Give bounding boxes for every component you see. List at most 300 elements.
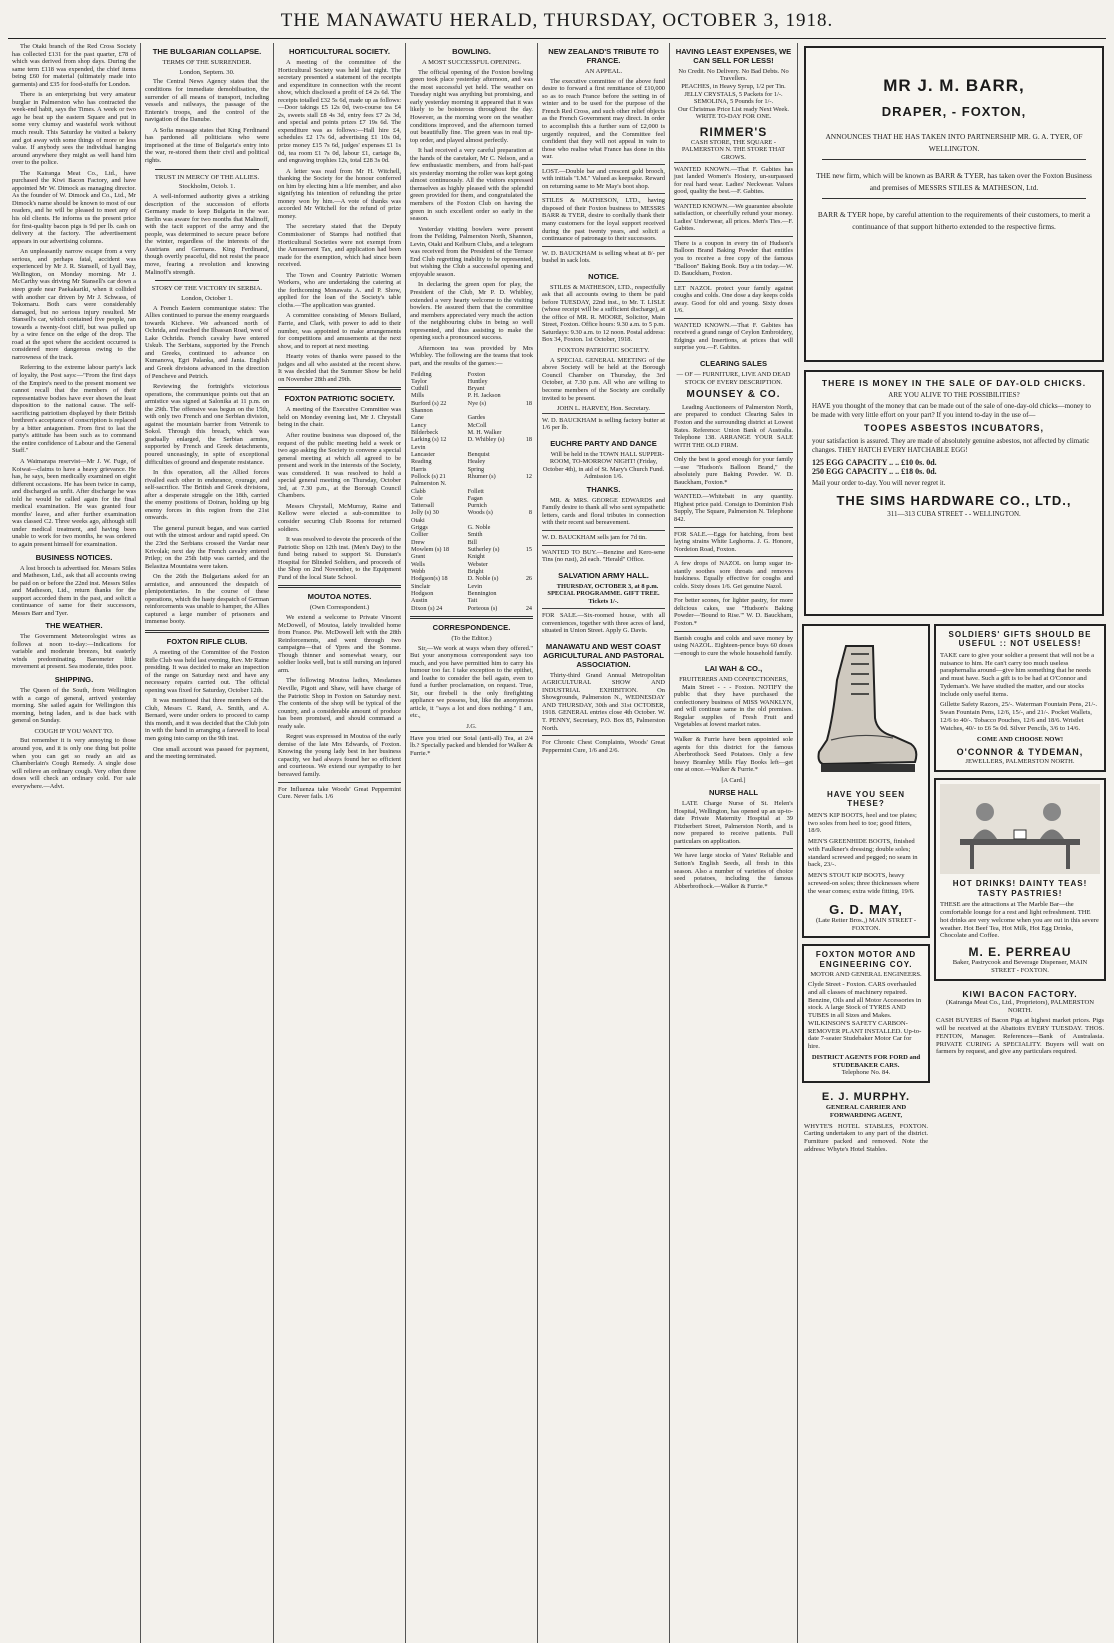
table-cell (521, 568, 533, 575)
section-heading: NURSE HALL (709, 788, 758, 798)
column-3 (274, 43, 406, 1643)
section-heading: FOXTON PATRIOTIC SOCIETY. (284, 394, 395, 404)
section-heading: MANAWATU AND WEST COAST AGRICULTURAL AND PASTORAL ASSOCIATION. (542, 641, 665, 669)
table-row (410, 568, 533, 575)
article-paragraph: Main Street - - - Foxton. NOTIFY the public that they have purchased the confectionery business of MISS WANKLYN, and will continue same in the old premises. Regular supplies of Fresh Fruit and Vegetables at lowest market rates. (674, 683, 793, 729)
boot-item: MEN'S STOUT KIP BOOTS, heavy screwed-on soles; three thicknesses where the wear comes; extra wide fitting, 19/6. (808, 872, 920, 895)
chicks-text: HAVE you thought of the money that can be made out of the sale of one-day-old chicks—money to be made with very little effort on your part? If you intend to-day in the use of— (812, 402, 1091, 419)
murphy-advert (802, 1089, 930, 1156)
table-cell (521, 590, 533, 597)
table-cell: Collier (411, 531, 429, 539)
bowling-results-table (410, 371, 533, 612)
article-paragraph: The Town and Country Patriotic Women Workers, who are undertaking the catering at the forthcoming Monawatu A. and P. Show, applied for the loan of the Society's table cloths.—The application was granted. (278, 271, 401, 309)
table-row (410, 385, 533, 392)
divider (278, 387, 401, 390)
lower-adverts (802, 624, 1106, 1156)
table-cell: Dixon (s) 24 (411, 604, 443, 612)
section-heading: CORRESPONDENCE. (432, 622, 511, 632)
table-row (410, 597, 533, 604)
classified-ad: FOR SALE.—Eggs for hatching, from best laying strains White Leghorns. J. G. Honore, Nordeion Road, Foxton. (674, 527, 793, 557)
classified-ad: LOST.—Double bar and crescent gold brooch, with initials "I.M." Valued as keepsake. Reward on returning same to Mr May's boot shop. (542, 164, 665, 194)
table-row (410, 502, 533, 509)
classified-ad: There is a coupon in every tin of Hudson's Balloon Brand Baking Powder that entitles you to receive a free copy of the famous "Balloon" Baking Book. Buy a tin today.—W. D. Bauckham, Foxton. (674, 236, 793, 281)
toopes-text: your satisfaction is assured. They are made of absolutely genuine asbestos, not affected by climatic changes. THEY HATCH EVERY HATCHABLE EGG! (812, 437, 1090, 454)
table-row (410, 422, 533, 429)
section-heading: SHIPPING. (54, 675, 94, 685)
advert-line: Our Christmas Price List ready Next Week. WRITE TO-DAY FOR ONE. (678, 105, 789, 121)
subheading: FOXTON PATRIOTIC SOCIETY. (557, 347, 650, 355)
chicks-advert (804, 370, 1104, 616)
article-paragraph: The general pursuit began, and was carried out with the utmost ardour and rapid speed. On the 23rd the Serbians crossed the Vardar near Krivolak; next day the French cavalry entered Prilep; on the 25th Istip was carried, and the Belasitza Mountains were taken. (145, 524, 269, 570)
price-line: 125 EGG CAPACITY .. .. £10 0s. 0d. (812, 457, 937, 467)
table-cell: 8 (528, 509, 532, 517)
table-cell: Otaki (411, 516, 425, 524)
subheading: A MOST SUCCESSFUL OPENING. (422, 58, 521, 66)
table-cell (521, 392, 533, 399)
table-cell: Webster (467, 560, 488, 568)
oconnor-title: O'CONNOR & TYDEMAN, (956, 747, 1084, 758)
boot-heading: HAVE YOU SEEN THESE? (826, 790, 906, 809)
table-cell: Pollock (s) 21 (411, 472, 446, 480)
column-5 (538, 43, 670, 1643)
subheading: (To the Editor.) (451, 634, 492, 642)
perreau-title: M. E. PERREAU (968, 945, 1072, 960)
kiwi-title: KIWI BACON FACTORY. (962, 988, 1078, 999)
advert-line: PEACHES, in Heavy Syrup, 1/2 per Tin. JELLY CRYSTALS, 5 Packets for 1/-. SEMOLINA, 5 Pounds for 1/-. (681, 83, 786, 106)
table-cell (467, 444, 522, 451)
subheading: TERMS OF THE SURRENDER. (162, 58, 252, 66)
barr-text-3: BARR & TYER hope, by careful attention to the requirements of their customers, to merit a continuance of that support hitherto extended to the respective firms. (817, 209, 1091, 231)
article-paragraph: Afternoon tea was provided by Mrs Whibley. The following are the teams that took part, and the results of the games:— (410, 344, 533, 367)
table-cell: Spring (467, 465, 485, 473)
classified-ad: Only the best is good enough for your family—use "Hudson's Balloon Brand," the absolutely pure Baking Powder. W. D. Bauckham, Foxton.* (674, 452, 793, 489)
divider (822, 159, 1086, 160)
perreau-advert (934, 778, 1106, 981)
table-cell: Feilding (411, 370, 432, 378)
article-paragraph: A lost brooch is advertised for. Messrs Stiles and Matheson, Ltd., ask that all accounts owing be paid on or before the 22nd inst. Messrs Stiles and Matheson, Ltd., return thanks for the support accorded them in the past, and solicit a continuance of same for their successors, Messrs Barr and Tyer. (12, 564, 136, 617)
section-heading: BOWLING. (452, 47, 491, 56)
advert-line: — OF — FURNITURE, LIVE AND DEAD STOCK OF EVERY DESCRIPTION. (676, 370, 791, 386)
article-paragraph: The official opening of the Foxton bowling green took place yesterday afternoon, and was the most successful yet held. The weather on Tuesday night was anything but promising, and early yesterday morning it appeared that it was likely to be boisterous throughout the day. However, as the morning wore on the weather conditions improved, and the afternoon turned out beautifully fine. The green was in real tip-top order, and played almost perfectly. (410, 68, 533, 144)
table-cell (467, 517, 522, 524)
lower-right-adverts (934, 624, 1106, 1156)
motor-telephone: Telephone No. 84. (841, 1069, 891, 1077)
classified-ad: FOR SALE.—Six-roomed house, with all conveniences, together with three acres of land, situated in Union Street. Apply G. Davis. (542, 608, 665, 638)
boot-item: MEN'S KIP BOOTS, heel and toe plates; two soles from heel to toe; good fitters, 18/9. (808, 811, 917, 835)
article-paragraph: A well-informed authority gives a striking description of the succession of efforts Germany made to keep Bulgaria in the war. Berlin was aware for two months that Malinoff, with the tacit support of the army and the people, was determined to secure peace before the winter, regardless of the interests of the Austrians and Germans. King Ferdinand, though overtly peaceful, did not resist the peace move, fearing a revolution and knowing Malinoff's strength. (145, 193, 269, 276)
classified-ad: STILES & MATHESON, LTD., having disposed of their Foxton business to MESSRS BARR & TYER, desire to cordially thank their many customers for the loyal support received during the past twenty years, and solicit a continuance of patronage to their successors. (542, 193, 665, 245)
table-row (410, 458, 533, 465)
table-cell: Reading (411, 458, 432, 466)
article-paragraph: LATE Charge Nurse of St. Helen's Hospital, Wellington, has opened up an up-to-date Private Maternity Hospital at 39 Fitzherbert Street, Palmerston North, and is now prepared to receive patients. Full particulars on application. (674, 800, 793, 845)
table-row (410, 531, 533, 538)
table-cell: Bryant (467, 385, 485, 393)
classified-ad: WANTED KNOWN.—We guarantee absolute satisfaction, or cheerfully refund your money. Ladies' Underwear, all prices. Men's Ties.—F. Gabites. (674, 199, 793, 236)
article-paragraph: Referring to the extreme labour party's lack of loyalty, the Post says:—"From the first days of the Empire's need to the present moment we cannot recall that the members of their representative bodies have ever shown the least disposition to the national cause. The self-sacrificing patriotism displayed by their British brethren's acceptance of conscription is replaced by a bitter antagonism. From first to last the party's attitude has been such as to command the entire confidence of Labour and the General Staff." (12, 364, 136, 455)
table-cell: Wells (411, 560, 425, 568)
article-paragraph: It was resolved to devote the proceeds of the Patriotic Shop on 12th inst. (Men's Day) to the fund being raised to support St. Dunstan's Hospital for Blinded Soldiers, and proceeds of the Shop on 2nd November, to the Equipment Fund of the local State School. (278, 536, 401, 581)
table-cell: Cane (411, 414, 424, 422)
table-cell (521, 480, 533, 487)
table-cell (521, 531, 533, 538)
lower-left-adverts (802, 624, 930, 1156)
kiwi-bacon-advert (934, 987, 1106, 1058)
masthead: THE MANAWATU HERALD, THURSDAY, OCTOBER 3, 1918. (8, 6, 1106, 39)
divider (278, 585, 401, 588)
small-advert: Have you tried our Sotal (anti-all) Tea, at 2/4 lb.? Specially packed and blended for Walker & Furrie.* (410, 731, 533, 761)
table-cell (521, 488, 533, 495)
table-cell: Larking (s) 12 (411, 436, 447, 444)
table-row (410, 583, 533, 590)
murphy-subtitle: GENERAL CARRIER AND FORWARDING AGENT, (825, 1104, 907, 1119)
divider (155, 280, 259, 281)
table-cell: Sinclair (411, 582, 431, 590)
barr-name: MR J. M. BARR, (883, 76, 1025, 95)
table-row (410, 509, 533, 516)
barr-line: DRAPER, - FOXTON, (881, 104, 1027, 120)
table-row (410, 400, 533, 407)
table-cell (521, 539, 533, 546)
article-paragraph: In declaring the green open for play, the President of the Club, Mr P. D. Whibley, extended a very hearty welcome to the visiting bowlers. He assured them that the committee and members appreciated very much the action of the neighbouring clubs in being so well represented, and thus assisting to make the opening such a pronounced success. (410, 281, 533, 342)
article-paragraph: Regret was expressed in Moutoa of the early demise of the late Mrs Edwards, of Foxton. Knowing the young lady best in her business capacity, we had always found her so efficient and courteous. We extend our sympathy to her bereaved family. (278, 733, 401, 779)
classified-ad: W. D. BAUCKHAM is selling factory butter at 1/6 per lb. (542, 413, 665, 435)
table-cell: Harris (411, 465, 427, 473)
table-cell (521, 561, 533, 568)
section-heading: MOUTOA NOTES. (307, 592, 372, 602)
column-6 (670, 43, 798, 1643)
table-cell: D. Noble (s) (467, 575, 499, 583)
article-paragraph: MR. & MRS. GEORGE EDWARDS and Family desire to thank all who sent sympathetic letters, cards and floral tributes in connection with their recent sad bereavement. (542, 496, 665, 527)
table-cell (521, 371, 533, 378)
section-heading: THANKS. (586, 484, 621, 494)
may-boots-advert (802, 624, 930, 938)
classified-ad: Banish coughs and colds and save money by using NAZOL. Eighteen-pence buys 60 doses—enough to cure the whole household family. (674, 631, 793, 661)
table-cell (521, 517, 533, 524)
table-row (410, 488, 533, 495)
divider (145, 630, 269, 633)
table-row (410, 392, 533, 399)
table-cell (521, 407, 533, 414)
table-cell: Hodgson(s) 18 (411, 575, 448, 583)
article-paragraph: One small account was passed for payment, and the meeting terminated. (145, 745, 269, 761)
table-cell: Sutherley (s) (467, 546, 500, 553)
table-cell: Fagan (467, 494, 483, 502)
cafe-illustration-icon (940, 784, 1100, 874)
soldiers-text: TAKE care to give your soldier a present that will not be a nuisance to him. He can't carry too much useless paraphernalia around—give him something that he needs and must have. Such a gift is to be had at O'Connor and Tydeman's. We have studied the matter, and our stocks include only useful items. (940, 651, 1095, 698)
column-1 (8, 43, 141, 1643)
article-paragraph: The Government Meteorologist wires as follows at noon to-day:—Indications for variable and moderate breezes, but easterly winds predominating. Barometer little movement at present. Sea moderate, tides poor. (12, 633, 136, 671)
table-cell (521, 502, 533, 509)
subheading: AN APPEAL. (584, 67, 623, 75)
column-2 (141, 43, 274, 1643)
chicks-subheading: ARE YOU ALIVE TO THE POSSIBILITIES? (888, 391, 1020, 400)
advert-columns (798, 43, 1110, 1643)
soldiers-gifts-advert (934, 624, 1106, 772)
price-line: 250 EGG CAPACITY .. .. £18 0s. 0d. (812, 467, 937, 477)
table-row (410, 561, 533, 568)
table-row (410, 429, 533, 436)
table-row (410, 378, 533, 385)
subheading: COUGH IF YOU WANT TO. (34, 727, 114, 735)
table-cell (521, 422, 533, 429)
section-heading: NEW ZEALAND'S TRIBUTE TO FRANCE. (548, 47, 659, 65)
chicks-heading: THERE IS MONEY IN THE SALE OF DAY-OLD CHICKS. (821, 378, 1087, 388)
table-cell: 26 (525, 575, 532, 583)
table-cell (521, 451, 533, 458)
toopes-title: TOOPES ASBESTOS INCUBATORS, (863, 422, 1045, 433)
advert-line: FRUITERERS AND CONFECTIONERS, (679, 676, 788, 684)
table-cell (521, 466, 533, 473)
article-paragraph: A meeting of the Committee of the Foxton Rifle Club was held last evening, Rev. Mr Raine presiding. It was decided to make an inspection of the range on Saturday next and have any necessary repairs carried out. The official opening was fixed for Saturday, October 12th. (145, 648, 269, 694)
table-cell: 18 (525, 436, 532, 444)
table-cell: Woods (s) (467, 509, 493, 517)
boot-illustration (808, 630, 924, 790)
table-cell: Tattersall (411, 502, 434, 510)
table-cell: Clabb (411, 487, 426, 495)
subheading: (Own Correspondent.) (309, 604, 370, 612)
table-cell: Nye (s) (467, 399, 487, 407)
motor-text: Clyde Street - Foxton. CARS overhauled and all classes of machinery repaired. Benzine, Oils and all Motor Accessories in stock. A large Stock of TYRES AND TUBES in all Sizes and Makes. WILKINSON'S SAFETY CARBON-REMOVER PLANT INSTALLED. Up-to-date 7-seater Studebaker Motor Car for hire. (808, 981, 922, 1051)
table-cell: Benquist (467, 450, 490, 458)
table-cell: Jolly (s) 30 (411, 509, 439, 517)
table-row (410, 575, 533, 582)
may-title: G. D. MAY, (829, 901, 903, 917)
table-cell (521, 378, 533, 385)
article-paragraph: The Central News Agency states that the conditions for immediate demobilisation, the surrender of all means of transport, including vessels and railways, the passage of the Entente's troops, and the control of the navigation of the Danube. (145, 78, 269, 124)
table-row (410, 407, 533, 414)
section-heading: HORTICULTURAL SOCIETY. (289, 47, 390, 56)
motor-subheading: MOTOR AND GENERAL ENGINEERS. (810, 971, 922, 979)
table-cell: Mills (411, 392, 425, 400)
signature: J.G. (466, 723, 477, 730)
advert-line: No Credit. No Delivery. No Bad Debts. No Travellers. (678, 67, 789, 83)
advert-line: CASH STORE, THE SQUARE - PALMERSTON N. THE STORE THAT GROWS. (681, 138, 786, 161)
table-cell: Burford (s) 22 (411, 399, 447, 407)
article-paragraph: The Queen of the South, from Wellington with a cargo of general, arrived yesterday morning. She sailed again for Wellington this morning, being laden, and is due back with general on Sunday. (12, 686, 136, 725)
article-paragraph: Thirty-third Grand Annual Metropolitan AGRICULTURAL SHOW AND INDUSTRIAL EXHIBITION. On Showgrounds, Palmerston N., WEDNESDAY AND THURSDAY, 30th and 31st OCTOBER, 1918. GENERAL entries close 4th October. W. T. PENNY, Secretary, P.O. Box 85, Palmerston North. (542, 671, 665, 732)
table-row (410, 546, 533, 553)
table-row (410, 480, 533, 487)
article-paragraph: The Kairanga Meat Co., Ltd., have purchased the Kiwi Bacon Factory, and have appointed Mr W. Dimock as managing director. As the founder of W. Dimock and Co., Ltd., Mr Dimock's name should be known to most of our readers, and he will be pleased to meet any of his old clients. He informs us the present price for first-quality bacon pigs is 9d per lb. cash on delivery at the factory. The advertisement appears in our advertising columns. (12, 169, 136, 245)
table-cell (521, 583, 533, 590)
perreau-subtitle: Baker, Pastrycook and Beverage Dispenser, MAIN STREET - FOXTON. (952, 959, 1088, 975)
classified-ad: A few drops of NAZOL on lump sugar in-stantly soothes sore throats and removes huskiness. Equally effective for coughs and colds. Sixty doses 1/6. Get genuine Nazol. (674, 556, 793, 593)
table-row (410, 524, 533, 531)
boot-item: MEN'S GREENHIDE BOOTS, finished with Faulkner's dressing; double soles; standard screwed and pegged; no seam in back, 23/-. (808, 838, 918, 869)
article-paragraph: The secretary stated that the Deputy Commissioner of Stamps had notified that Horticultural Societies were not exempt from the Amusement Tax, and application had been made for the exemption, which had since been received. (278, 223, 401, 269)
table-cell: 24 (525, 604, 532, 612)
table-cell: Rhumer (s) (467, 472, 496, 480)
section-heading: EUCHRE PARTY AND DANCE (550, 438, 657, 448)
oconnor-subtitle: JEWELLERS, PALMERSTON NORTH. (965, 757, 1075, 765)
table-cell: Hodgson (411, 589, 434, 597)
dateline: London, Septem. 30. (179, 68, 235, 76)
may-subtitle: (Late Reiter Bros.,) MAIN STREET - FOXTON. (815, 916, 917, 932)
table-row (410, 590, 533, 597)
article-paragraph: It was mentioned that three members of the Club, Messrs C. Rand, A. Smith, and A. Bernard, were under orders to proceed to camp this month, and it was decided that the Club join in with the band in arranging a farewell to local men going into camp on the 9th inst. (145, 697, 269, 742)
mounsey-title: MOUNSEY & CO. (686, 389, 781, 401)
table-row (410, 414, 533, 421)
table-row (410, 605, 533, 612)
table-cell (521, 553, 533, 560)
table-row (410, 495, 533, 502)
hot-drinks-text: THESE are the attractions at The Marble Bar—the comfortable lounge for a rest and light refreshment. THE hot drinks are very welcome when you are out in this severe weather. Hot Beef Tea, Hot Milk, Hot Egg Drinks, Chocolate and Coffee. (940, 901, 1099, 940)
table-row (410, 371, 533, 378)
article-paragraph: Reviewing the fortnight's victorious operations, the communique points out that an armistice was signed at Salonika at 11 p.m. on the 29th. The offensive was begun on the 15th, with only two French and one Serbian division, against the mountain barrier from Vetrenik to Sokol. Through this breach, which was gradually enlarged, the Serbian armies, supported by French and Greek detachments, poured unceasingly, in spite of exceptional difficulties of ground and desperate resistance. (145, 383, 269, 466)
motor-agents: DISTRICT AGENTS FOR FORD and STUDEBAKER CARS. (811, 1053, 921, 1069)
table-row (410, 466, 533, 473)
section-heading: LAI WAH & CO., (704, 664, 763, 674)
classified-ad: WANTED TO BUY.—Benzine and Kero-sene Tins (no rust), 2d each. "Herald" Office. (542, 545, 665, 567)
article-paragraph: Sir,—We work at ways when they offered." But your anonymous correspondent says too much, and you have permitted him to carry his humour too far. I take exception to the epithet, and loathe to consider the bell again, even to fund a further proclamation, on request. True, Sir, our firebell is the only firefighting appliance we possess, but, like the anonymous article, it "says a lot and does nothing." I am, etc., (410, 644, 533, 720)
table-cell (467, 480, 522, 487)
table-cell: Levin (411, 443, 426, 451)
barr-text-2: THE new firm, which will be known as BARR & TYER, has taken over the Foxton Business and premises of MESSRS STILES & MATHESON, Ltd. (816, 171, 1092, 192)
table-cell: Shannon (411, 407, 433, 415)
table-cell: McColl (467, 421, 487, 429)
table-cell (521, 524, 533, 531)
article-paragraph: A committee consisting of Messrs Bullard, Farrie, and Clark, with power to add to their number, was appointed to make arrangements for competitions and amusements at the next show, and to report at next meeting. (278, 312, 401, 350)
section-heading: SALVATION ARMY HALL. (558, 570, 649, 580)
table-cell: 12 (525, 472, 532, 480)
soldiers-call: COME AND CHOOSE NOW! (976, 735, 1064, 743)
dateline: Stockholm, Octob. 1. (178, 183, 236, 191)
article-paragraph: There is an enterprising but very amateur burglar in Palmerston who has contracted the week-end habit, says the Times. A week or two ago he beat up the eastern Square and put in some very clumsy and wasteful work without much result. This Saturday he visited a bakery and got away with some things of more or less value. If anybody sees the individual hanging around anywhere they might as well hand him over to the police. (12, 91, 136, 167)
soldiers-list: Gillette Safety Razors, 25/-. Waterman Fountain Pens, 21/-. Swan Fountain Pens, 12/6, 15/-, and 21/-. Pocket Wallets, 12/6 to 40/-. Tobacco Pouches, 12/6 and 18/6. Wristlet Watches, 40/- to £6 5s 0d. Silver Pencils, 3/6 to 14/6. (940, 701, 1098, 732)
table-cell: 15 (525, 546, 532, 553)
table-cell: M. H. Walker (467, 429, 502, 436)
table-row (410, 553, 533, 560)
column-4 (406, 43, 538, 1643)
section-heading: NOTICE. (588, 271, 619, 281)
article-paragraph: STILES & MATHESON, LTD., respectfully ask that all accounts owing to them be paid before TUESDAY, 22nd inst., to Mr. T. LISLE (whose receipt will be a sufficient discharge), at the office of MR. R. MOORE, Solicitor, Main Street, Foxton. Office hours: 9.30 a.m. to 5 p.m. Saturdays: 9.30 a.m. to 12 noon. Postal address: Box 34, Foxton. 1st October, 1918. (542, 283, 665, 344)
table-cell: D. Whibley (s) (467, 436, 505, 444)
article-paragraph: The executive committee of the above fund desire to forward a first remittance of £10,000 so as to reach France before the setting in of winter and to be used for the purpose of the French Red Cross, and such other relief objects as the French Government may direct. In order to accomplish this a further sum of £2,000 is urgently required, and the Committee feel confident that they will not appeal in vain to those who realise what France has done in this war. (542, 77, 665, 161)
rimmer-title: RIMMER'S (699, 124, 768, 139)
table-cell: Gardes (467, 414, 486, 422)
article-paragraph: A letter was read from Mr H. Witchell, thanking the Society for the honour conferred on him by electing him a life member, and also signifying his intention of refunding the prize money won by him.—A vote of thanks was accorded Mr Witchell for the refund of prize money. (278, 167, 401, 220)
divider (155, 169, 259, 170)
table-cell: Follett (467, 487, 484, 495)
table-cell: G. Noble (467, 524, 491, 532)
article-paragraph: A Sofia message states that King Ferdinand has pardoned all politicians who were imprisoned at the time of Bulgaria's entry into the war, re-stored them their civil and political rights. (145, 126, 269, 164)
article-paragraph: In this operation, all the Allied forces rivalled each other in endurance, courage, and self-sacrifice. The British and Greek divisions, after a desperate struggle on the 18th, carried the enemy positions of Doiran, holding up big enemy forces in this region from the 21st onwards. (145, 469, 269, 522)
article-paragraph: We extend a welcome to Private Vincent McDowell, of Moutoa, lately invalided home from France. Pte. McDowell left with the 28th Reinforcements, and went through two campaigns—that of Ypres and the Somme. Though thinner and somewhat weary, our soldier looks well, but is still nursing an injured arm. (278, 614, 401, 674)
advert-line: [A Card.] (721, 776, 746, 784)
divider (410, 616, 533, 619)
section-heading: THE BULGARIAN COLLAPSE. (152, 47, 262, 56)
table-cell: Cuthill (411, 385, 429, 393)
table-row (410, 539, 533, 546)
article-paragraph: It had received a very careful preparation at the hands of the caretaker, Mr C. Nelson, and a few enthusiastic members, and from half-past six yesterday morning the roller was kept going almost continuously. All the visitors expressed themselves as highly pleased with the splendid green provided for them, and congratulated the members of the Foxton Club on having the green in such excellent order so early in the season. (410, 147, 533, 223)
table-cell: Lancy (411, 421, 427, 429)
table-cell: Taylor (411, 377, 428, 385)
table-cell: Huntley (467, 377, 488, 385)
table-cell: Webb (411, 567, 426, 575)
table-cell: Palmerston N. (411, 480, 447, 488)
subheading: TRUST IN MERCY OF THE ALLIES. (154, 173, 260, 181)
table-cell: Purnich (467, 502, 487, 510)
sims-title: THE SIMS HARDWARE CO., LTD., (836, 493, 1072, 508)
article-paragraph: Hearty votes of thanks were passed to the judges and all who assisted at the recent show. It was decided that the Summer Show be held on November 28th and 29th. (278, 353, 401, 383)
sims-address: 311—313 CUBA STREET - - WELLINGTON. (887, 510, 1021, 519)
motor-advert (802, 944, 930, 1083)
section-heading: THE WEATHER. (45, 621, 103, 631)
table-row (410, 444, 533, 451)
classified-ad: WANTED KNOWN.—That F. Gabites has just landed Women's Hosiery, un-surpassed for real hard wear. Ladies' Neckwear. Values good, quality the best.—F. Gabites. (674, 162, 793, 199)
table-cell (521, 458, 533, 465)
section-heading: HAVING LEAST EXPENSES, WE CAN SELL FOR LESS! (675, 47, 792, 65)
section-heading: FOXTON RIFLE CLUB. (166, 637, 248, 646)
dateline: London, October 1. (181, 294, 233, 302)
murphy-title: E. J. MURPHY. (821, 1091, 911, 1104)
table-cell: P. H. Jackson (467, 392, 501, 400)
table-cell: Porteous (s) (467, 604, 498, 612)
table-cell (521, 444, 533, 451)
classified-ad: We have large stocks of Yates' Reliable and Sutton's English Seeds, all fresh in this season. Also a number of varieties of choice seed potatoes, including the famous Abberbrothock.—Walker & Furrie.* (674, 848, 793, 893)
table-cell: Griggs (411, 524, 428, 532)
barr-text: ANNOUNCES THAT HE HAS TAKEN INTO PARTNERSHIP MR. G. A. TYER, OF WELLINGTON. (825, 132, 1083, 154)
classified-ad: LET NAZOL protect your family against coughs and colds. One dose a day keeps colds away. Good for old and young. Sixty doses 1/6. (674, 281, 793, 318)
kiwi-text: CASH BUYERS of Bacon Pigs at highest market prices. Pigs will be received at the Abattoirs EVERY TUESDAY. THOS. FENTON, Manager. References—Bank of Australasia. PRIVATE CURING A SPECIALITY. Buyers will wait on farmers by request, and give any particulars required. (936, 1017, 1104, 1056)
article-paragraph: On the 26th the Bulgarians asked for an armistice, and announced the despatch of plenipotentiaries. In the course of these operations, which the hasty despatch of German reinforcements was unable to hamper, the Allies captured a large number of prisoners and immense booty. (145, 573, 269, 626)
article-paragraph: A meeting of the Executive Committee was held on Monday evening last, Mr J. Chrystall being in the chair. (278, 406, 401, 429)
subheading: STORY OF THE VICTORY IN SERBIA. (151, 285, 263, 293)
motor-heading: FOXTON MOTOR AND ENGINEERING COY. (815, 950, 917, 969)
table-cell: Bright (467, 567, 484, 575)
mail-text: Mail your order to-day. You will never regret it. (812, 478, 946, 487)
table-cell: Healey (467, 458, 486, 466)
article-paragraph: The Otaki branch of the Red Cross Society has collected £131 for the past quarter, £78 of which was derived from shop days. During the same term £118 was expended, the chief items being £60 for material (ultimately made into garments) and £35 for food-stuffs for London. (12, 43, 136, 88)
article-paragraph: A SPECIAL GENERAL MEETING of the above Society will be held at the Borough Council Chamber on Thursday, the 3rd October, at 7.30 p.m. All who are willing to become members of the Society are cordially invited to be present. (542, 356, 665, 402)
table-cell (521, 429, 533, 436)
classified-ad: W. D. BAUCKHAM is selling wheat at 8/- per bushel in sack lots. (542, 246, 665, 268)
table-cell: Bilderbeck (411, 429, 439, 436)
table-cell: Drew (411, 538, 425, 546)
table-cell: Cole (411, 494, 423, 502)
table-row (410, 473, 533, 480)
kiwi-subtitle: (Kairanga Meat Co., Ltd., Proprietors), PALMERSTON NORTH. (946, 998, 1094, 1014)
table-cell: 18 (525, 399, 532, 407)
signature: JOHN L. HARVEY, Hon. Secretary. (556, 405, 651, 413)
table-cell: Smith (467, 531, 483, 539)
murphy-text: WHYTE'S HOTEL STABLES, FOXTON. Carting undertaken to any part of the district. Furniture packed and removed. Note the address: Whyte's Hotel Stables. (804, 1122, 928, 1154)
table-row (410, 451, 533, 458)
article-paragraph: Yesterday visiting bowlers were present from the Feilding, Palmerston North, Shannon, Levin, Otaki and Kelburn Clubs, and a telegram was received from the President of the Terrace End Club regretting inability to be represented, but wishing the Club a successful opening and enjoyable season. (410, 225, 533, 278)
table-cell: Lancaster (411, 450, 436, 458)
table-cell: Grant (411, 553, 426, 561)
table-cell (521, 495, 533, 502)
table-cell: Austin (411, 597, 428, 605)
article-paragraph: But remember it is very annoying to those around you, and it is only one thing but polite when you can get so ready an aid as Chamberlain's Cough Remedy. A single dose will relieve an ordinary cough. Very often three doses will check an ordinary cold. For sale everywhere.—Advt. (12, 737, 136, 790)
table-cell: Mowlem (s) 18 (411, 546, 450, 553)
small-advert: For Influenza take Woods' Great Peppermint Cure. Never fails. 1/6 (278, 782, 401, 804)
section-heading: CLEARING SALES (699, 359, 768, 369)
hot-drinks-heading: HOT DRINKS! DAINTY TEAS! TASTY PASTRIES! (952, 879, 1088, 898)
soldiers-heading: SOLDIERS' GIFTS SHOULD BE USEFUL :: NOT USELESS! (948, 630, 1092, 649)
table-cell (521, 385, 533, 392)
classified-ad: W. D. BAUCKHAM sells jam for 7d tin. (542, 530, 665, 545)
divider (822, 198, 1086, 199)
article-paragraph: Leading Auctioneers of Palmerston North, are prepared to conduct Clearing Sales in Foxton and the surrounding district at Lowest Rates. Reference: Union Bank of Australia. Telephone 138. ARRANGE YOUR SALE WITH THE OLD FIRM. (674, 403, 793, 449)
article-paragraph: After routine business was disposed of, the request of the public meeting held a week or two ago asking the Society to convene a special general meeting at which all agreed to be present and work in the interests of the Society, was considered. It was resolved to hold a special general meeting on Thursday, October 3rd, at 7.30 p.m., at the Borough Council Chambers. (278, 431, 401, 500)
classified-ad: For better scones, for lighter pastry, for more delicious cakes, use "Hudson's Baking Powder—'Bound to Rise.'" W. D. Bauckham, Foxton.* (674, 593, 793, 630)
table-row (410, 517, 533, 524)
table-cell (521, 414, 533, 421)
classified-ad: WANTED KNOWN.—That F. Gabites has received a grand range of Ceylon Embroidery, Edgings and Insertions, at prices that will surprise you.—F. Gabites. (674, 318, 793, 355)
boot-icon (811, 640, 921, 780)
article-paragraph: A meeting of the committee of the Horticultural Society was held last night. The secretary presented a statement of the receipts and expenditure in connection with the recent show, which disclosed a profit of £4 2s 6d. The receipts totalled £32 5s 6d, made up as follows:—Door takings £5 12s 0d, two-course tea £4 2s, sweets stall £8 4s 3d, entry fees £7 2s 3d, and special and points prizes £7 19s 6d. The expenditure was as follows:—Hall hire £4, schedules £2 17s 6d, advertising £1 10s 0d, prize money £15 7s 6d, judges' expenses £1 1s 0d, tea room £1 7s 0d, labour £1, cartage 8s, and engraving trophies 12s, total £28 3s 0d. (278, 58, 401, 165)
